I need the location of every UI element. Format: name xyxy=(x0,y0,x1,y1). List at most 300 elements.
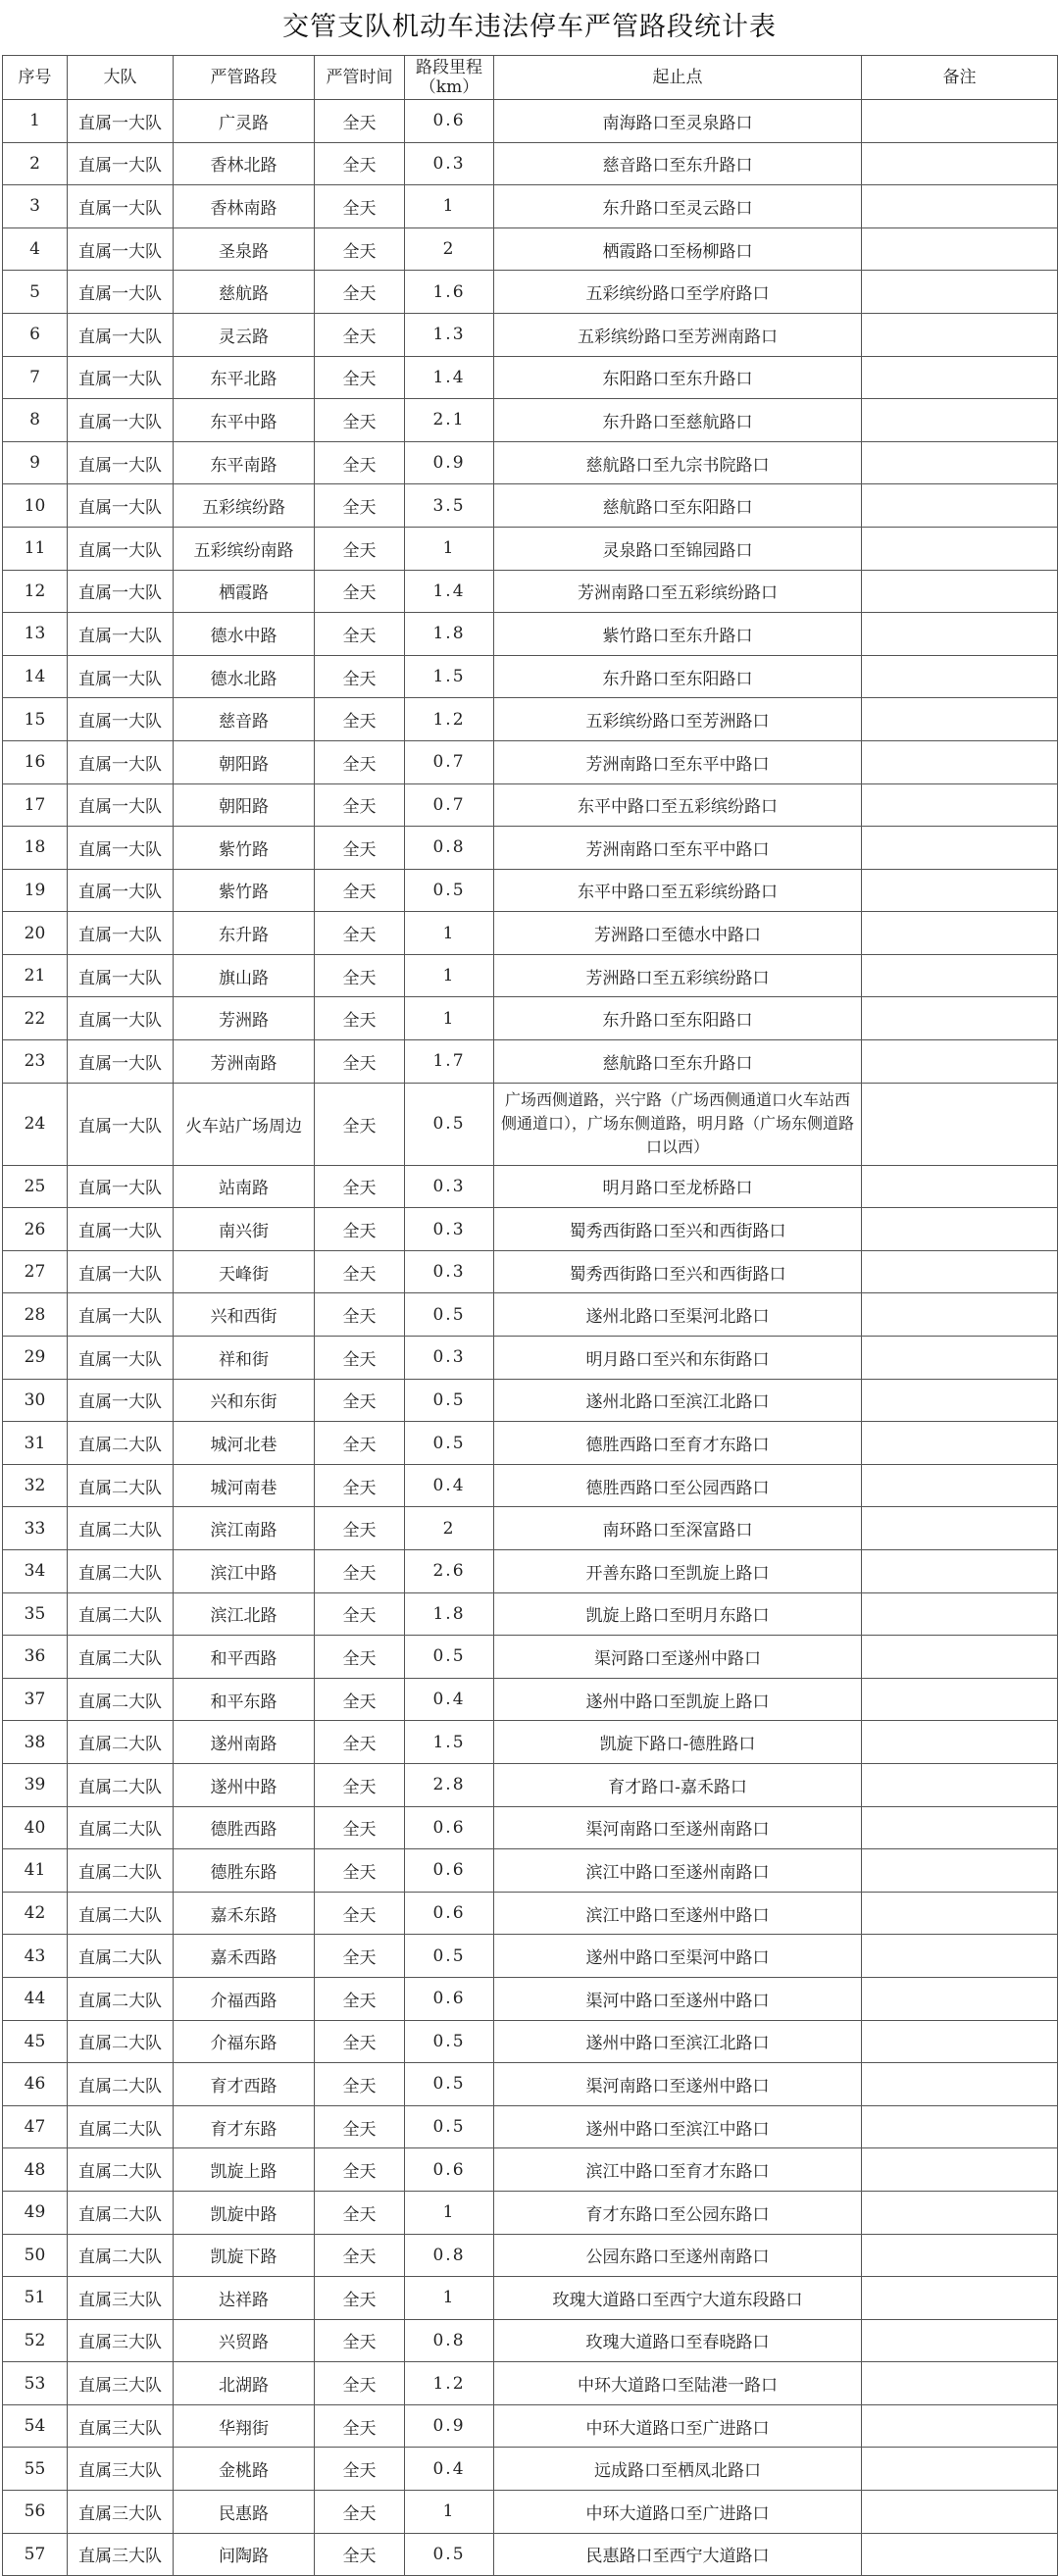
cell-brigade: 直属二大队 xyxy=(68,1422,174,1465)
cell-time: 全天 xyxy=(315,2148,405,2192)
cell-index: 21 xyxy=(3,954,68,997)
cell-time: 全天 xyxy=(315,2533,405,2576)
table-row xyxy=(3,1892,1058,1935)
cell-road: 城河北巷 xyxy=(174,1422,315,1465)
cell-length: 2 xyxy=(405,227,494,271)
cell-brigade: 直属二大队 xyxy=(68,1721,174,1764)
cell-brigade: 直属三大队 xyxy=(68,2448,174,2491)
cell-road: 滨江中路 xyxy=(174,1550,315,1593)
cell-time: 全天 xyxy=(315,2063,405,2106)
cell-section: 慈航路口至九宗书院路口 xyxy=(494,441,862,484)
cell-brigade: 直属一大队 xyxy=(68,100,174,143)
cell-remark xyxy=(862,185,1058,228)
cell-index: 18 xyxy=(3,827,68,870)
cell-section: 芳洲路口至五彩缤纷路口 xyxy=(494,954,862,997)
cell-road: 朝阳路 xyxy=(174,783,315,827)
table-row xyxy=(3,869,1058,912)
cell-remark xyxy=(862,570,1058,613)
cell-section: 东升路口至慈航路口 xyxy=(494,399,862,442)
cell-time: 全天 xyxy=(315,484,405,528)
cell-time: 全天 xyxy=(315,1763,405,1806)
cell-index: 11 xyxy=(3,527,68,570)
cell-section: 遂州中路口至滨江中路口 xyxy=(494,2105,862,2148)
cell-brigade: 直属一大队 xyxy=(68,271,174,314)
cell-length: 0.6 xyxy=(405,100,494,143)
cell-section: 蜀秀西街路口至兴和西街路口 xyxy=(494,1250,862,1293)
cell-road: 北湖路 xyxy=(174,2362,315,2405)
cell-length: 1 xyxy=(405,954,494,997)
table-row xyxy=(3,2063,1058,2106)
cell-road: 香林南路 xyxy=(174,185,315,228)
cell-brigade: 直属二大队 xyxy=(68,1763,174,1806)
cell-remark xyxy=(862,2234,1058,2277)
cell-time: 全天 xyxy=(315,2404,405,2448)
cell-road: 德水中路 xyxy=(174,613,315,656)
cell-brigade: 直属三大队 xyxy=(68,2277,174,2320)
cell-index: 41 xyxy=(3,1849,68,1893)
cell-time: 全天 xyxy=(315,2319,405,2362)
cell-length: 0.7 xyxy=(405,740,494,783)
table-row xyxy=(3,227,1058,271)
cell-length: 0.5 xyxy=(405,1422,494,1465)
cell-index: 57 xyxy=(3,2533,68,2576)
header-brigade: 大队 xyxy=(68,56,174,100)
cell-section: 东升路口至东阳路口 xyxy=(494,997,862,1040)
cell-index: 32 xyxy=(3,1464,68,1507)
cell-road: 朝阳路 xyxy=(174,740,315,783)
cell-section: 开善东路口至凯旋上路口 xyxy=(494,1550,862,1593)
table-row xyxy=(3,827,1058,870)
cell-time: 全天 xyxy=(315,2191,405,2234)
cell-road: 东平北路 xyxy=(174,356,315,399)
cell-time: 全天 xyxy=(315,570,405,613)
cell-remark xyxy=(862,613,1058,656)
cell-remark xyxy=(862,1849,1058,1893)
cell-brigade: 直属一大队 xyxy=(68,1337,174,1380)
cell-section: 德胜西路口至公园西路口 xyxy=(494,1464,862,1507)
cell-length: 0.5 xyxy=(405,1379,494,1422)
cell-length: 0.4 xyxy=(405,1678,494,1721)
cell-time: 全天 xyxy=(315,1550,405,1593)
cell-time: 全天 xyxy=(315,1250,405,1293)
cell-brigade: 直属一大队 xyxy=(68,1083,174,1165)
cell-index: 28 xyxy=(3,1293,68,1337)
table-row xyxy=(3,271,1058,314)
table-row xyxy=(3,783,1058,827)
cell-index: 7 xyxy=(3,356,68,399)
cell-index: 46 xyxy=(3,2063,68,2106)
cell-index: 5 xyxy=(3,271,68,314)
cell-remark xyxy=(862,2277,1058,2320)
cell-remark xyxy=(862,1293,1058,1337)
cell-time: 全天 xyxy=(315,1592,405,1636)
cell-length: 0.9 xyxy=(405,441,494,484)
cell-road: 旗山路 xyxy=(174,954,315,997)
cell-index: 8 xyxy=(3,399,68,442)
table-row xyxy=(3,484,1058,528)
cell-brigade: 直属二大队 xyxy=(68,2063,174,2106)
header-row xyxy=(3,56,1058,100)
cell-remark xyxy=(862,1464,1058,1507)
cell-section: 栖霞路口至杨柳路口 xyxy=(494,227,862,271)
cell-index: 24 xyxy=(3,1083,68,1165)
cell-time: 全天 xyxy=(315,827,405,870)
cell-length: 0.8 xyxy=(405,827,494,870)
header-road: 严管路段 xyxy=(174,56,315,100)
cell-remark xyxy=(862,2362,1058,2405)
cell-brigade: 直属一大队 xyxy=(68,997,174,1040)
cell-remark xyxy=(862,1337,1058,1380)
table-row xyxy=(3,399,1058,442)
cell-road: 德胜西路 xyxy=(174,1806,315,1849)
header-index: 序号 xyxy=(3,56,68,100)
table-row xyxy=(3,1592,1058,1636)
cell-section: 中环大道路口至广进路口 xyxy=(494,2491,862,2534)
cell-index: 48 xyxy=(3,2148,68,2192)
cell-index: 26 xyxy=(3,1208,68,1251)
cell-time: 全天 xyxy=(315,2234,405,2277)
cell-brigade: 直属一大队 xyxy=(68,827,174,870)
cell-remark xyxy=(862,1806,1058,1849)
cell-length: 1 xyxy=(405,997,494,1040)
cell-brigade: 直属一大队 xyxy=(68,441,174,484)
cell-road: 和平西路 xyxy=(174,1636,315,1679)
cell-length: 0.5 xyxy=(405,2020,494,2063)
cell-section: 五彩缤纷路口至学府路口 xyxy=(494,271,862,314)
cell-index: 14 xyxy=(3,655,68,698)
cell-remark xyxy=(862,1678,1058,1721)
cell-remark xyxy=(862,2448,1058,2491)
table-row xyxy=(3,954,1058,997)
cell-section: 东阳路口至东升路口 xyxy=(494,356,862,399)
cell-remark xyxy=(862,1379,1058,1422)
cell-road: 介福东路 xyxy=(174,2020,315,2063)
cell-index: 22 xyxy=(3,997,68,1040)
cell-section: 东升路口至灵云路口 xyxy=(494,185,862,228)
cell-brigade: 直属二大队 xyxy=(68,1849,174,1893)
cell-remark xyxy=(862,912,1058,955)
cell-index: 4 xyxy=(3,227,68,271)
cell-brigade: 直属一大队 xyxy=(68,655,174,698)
cell-length: 0.6 xyxy=(405,1892,494,1935)
cell-index: 23 xyxy=(3,1040,68,1084)
cell-road: 凯旋上路 xyxy=(174,2148,315,2192)
cell-time: 全天 xyxy=(315,1464,405,1507)
cell-length: 0.3 xyxy=(405,1208,494,1251)
cell-brigade: 直属二大队 xyxy=(68,1636,174,1679)
cell-brigade: 直属二大队 xyxy=(68,2020,174,2063)
cell-section: 凯旋下路口-德胜路口 xyxy=(494,1721,862,1764)
cell-remark xyxy=(862,1935,1058,1978)
cell-remark xyxy=(862,954,1058,997)
cell-time: 全天 xyxy=(315,399,405,442)
header-length: 路段里程（km） xyxy=(405,56,494,100)
cell-section: 渠河中路口至遂州中路口 xyxy=(494,1977,862,2020)
cell-time: 全天 xyxy=(315,613,405,656)
cell-road: 华翔街 xyxy=(174,2404,315,2448)
cell-length: 1.5 xyxy=(405,1721,494,1764)
table-row xyxy=(3,1208,1058,1251)
cell-remark xyxy=(862,1208,1058,1251)
cell-section: 中环大道路口至广进路口 xyxy=(494,2404,862,2448)
cell-brigade: 直属二大队 xyxy=(68,1550,174,1593)
cell-length: 0.5 xyxy=(405,1935,494,1978)
cell-road: 滨江北路 xyxy=(174,1592,315,1636)
table-row xyxy=(3,2105,1058,2148)
cell-road: 滨江南路 xyxy=(174,1507,315,1550)
cell-road: 凯旋下路 xyxy=(174,2234,315,2277)
cell-time: 全天 xyxy=(315,1208,405,1251)
cell-brigade: 直属一大队 xyxy=(68,1165,174,1208)
table-row xyxy=(3,2491,1058,2534)
cell-section: 紫竹路口至东升路口 xyxy=(494,613,862,656)
table-row xyxy=(3,441,1058,484)
cell-index: 47 xyxy=(3,2105,68,2148)
cell-length: 0.4 xyxy=(405,2448,494,2491)
cell-length: 0.6 xyxy=(405,1806,494,1849)
cell-index: 33 xyxy=(3,1507,68,1550)
table-row xyxy=(3,1507,1058,1550)
cell-index: 50 xyxy=(3,2234,68,2277)
cell-time: 全天 xyxy=(315,698,405,741)
cell-index: 45 xyxy=(3,2020,68,2063)
cell-road: 五彩缤纷南路 xyxy=(174,527,315,570)
cell-length: 1.5 xyxy=(405,655,494,698)
cell-road: 五彩缤纷路 xyxy=(174,484,315,528)
cell-brigade: 直属二大队 xyxy=(68,1977,174,2020)
cell-time: 全天 xyxy=(315,1892,405,1935)
cell-brigade: 直属二大队 xyxy=(68,1806,174,1849)
cell-brigade: 直属一大队 xyxy=(68,227,174,271)
cell-road: 栖霞路 xyxy=(174,570,315,613)
table-row xyxy=(3,1550,1058,1593)
table-row xyxy=(3,1250,1058,1293)
cell-time: 全天 xyxy=(315,142,405,185)
cell-brigade: 直属二大队 xyxy=(68,2191,174,2234)
cell-road: 育才东路 xyxy=(174,2105,315,2148)
cell-time: 全天 xyxy=(315,1636,405,1679)
cell-index: 6 xyxy=(3,313,68,356)
cell-time: 全天 xyxy=(315,441,405,484)
cell-road: 和平东路 xyxy=(174,1678,315,1721)
cell-index: 19 xyxy=(3,869,68,912)
cell-remark xyxy=(862,142,1058,185)
table-row xyxy=(3,142,1058,185)
cell-remark xyxy=(862,1250,1058,1293)
cell-road: 东升路 xyxy=(174,912,315,955)
cell-remark xyxy=(862,698,1058,741)
cell-time: 全天 xyxy=(315,2362,405,2405)
cell-section: 公园东路口至遂州南路口 xyxy=(494,2234,862,2277)
cell-brigade: 直属三大队 xyxy=(68,2319,174,2362)
road-table xyxy=(2,55,1058,2576)
cell-time: 全天 xyxy=(315,1977,405,2020)
cell-index: 56 xyxy=(3,2491,68,2534)
cell-time: 全天 xyxy=(315,2020,405,2063)
cell-brigade: 直属三大队 xyxy=(68,2404,174,2448)
cell-index: 44 xyxy=(3,1977,68,2020)
cell-time: 全天 xyxy=(315,869,405,912)
cell-road: 紫竹路 xyxy=(174,827,315,870)
cell-length: 0.3 xyxy=(405,1165,494,1208)
cell-road: 慈音路 xyxy=(174,698,315,741)
cell-section: 芳洲南路口至东平中路口 xyxy=(494,740,862,783)
cell-road: 广灵路 xyxy=(174,100,315,143)
table-row xyxy=(3,997,1058,1040)
cell-brigade: 直属一大队 xyxy=(68,399,174,442)
cell-length: 1.7 xyxy=(405,1040,494,1084)
cell-length: 2.8 xyxy=(405,1763,494,1806)
cell-section: 滨江中路口至育才东路口 xyxy=(494,2148,862,2192)
cell-road: 圣泉路 xyxy=(174,227,315,271)
cell-brigade: 直属一大队 xyxy=(68,570,174,613)
cell-section: 广场西侧道路，兴宁路（广场西侧通道口火车站西侧通道口），广场东侧道路，明月路（广场东侧道路口以西） xyxy=(494,1083,862,1165)
cell-section: 东平中路口至五彩缤纷路口 xyxy=(494,783,862,827)
cell-section: 芳洲南路口至五彩缤纷路口 xyxy=(494,570,862,613)
cell-brigade: 直属二大队 xyxy=(68,1678,174,1721)
cell-road: 金桃路 xyxy=(174,2448,315,2491)
table-row xyxy=(3,1293,1058,1337)
cell-length: 1 xyxy=(405,527,494,570)
cell-remark xyxy=(862,1083,1058,1165)
cell-road: 达祥路 xyxy=(174,2277,315,2320)
cell-remark xyxy=(862,2105,1058,2148)
cell-index: 29 xyxy=(3,1337,68,1380)
cell-section: 远成路口至栖凤北路口 xyxy=(494,2448,862,2491)
cell-index: 10 xyxy=(3,484,68,528)
cell-length: 2.6 xyxy=(405,1550,494,1593)
cell-remark xyxy=(862,869,1058,912)
cell-time: 全天 xyxy=(315,655,405,698)
cell-length: 1 xyxy=(405,2491,494,2534)
cell-index: 16 xyxy=(3,740,68,783)
cell-brigade: 直属一大队 xyxy=(68,1208,174,1251)
table-row xyxy=(3,2277,1058,2320)
cell-road: 凯旋中路 xyxy=(174,2191,315,2234)
cell-time: 全天 xyxy=(315,783,405,827)
cell-section: 遂州北路口至渠河北路口 xyxy=(494,1293,862,1337)
cell-remark xyxy=(862,313,1058,356)
table-row xyxy=(3,740,1058,783)
cell-brigade: 直属一大队 xyxy=(68,783,174,827)
table-row xyxy=(3,1083,1058,1165)
cell-section: 东升路口至东阳路口 xyxy=(494,655,862,698)
cell-section: 凯旋上路口至明月东路口 xyxy=(494,1592,862,1636)
table-body xyxy=(3,100,1058,2576)
table-row xyxy=(3,527,1058,570)
cell-index: 15 xyxy=(3,698,68,741)
cell-brigade: 直属一大队 xyxy=(68,1250,174,1293)
cell-length: 2.1 xyxy=(405,399,494,442)
cell-road: 嘉禾东路 xyxy=(174,1892,315,1935)
cell-brigade: 直属二大队 xyxy=(68,2105,174,2148)
cell-time: 全天 xyxy=(315,2105,405,2148)
cell-time: 全天 xyxy=(315,1165,405,1208)
table-row xyxy=(3,2404,1058,2448)
cell-length: 2 xyxy=(405,1507,494,1550)
table-row xyxy=(3,655,1058,698)
cell-brigade: 直属一大队 xyxy=(68,142,174,185)
cell-time: 全天 xyxy=(315,356,405,399)
cell-length: 0.5 xyxy=(405,1083,494,1165)
cell-index: 12 xyxy=(3,570,68,613)
table-row xyxy=(3,1165,1058,1208)
cell-length: 1 xyxy=(405,912,494,955)
cell-remark xyxy=(862,1165,1058,1208)
cell-index: 40 xyxy=(3,1806,68,1849)
cell-brigade: 直属三大队 xyxy=(68,2491,174,2534)
cell-road: 德胜东路 xyxy=(174,1849,315,1893)
cell-brigade: 直属二大队 xyxy=(68,1507,174,1550)
cell-section: 蜀秀西街路口至兴和西街路口 xyxy=(494,1208,862,1251)
table-row xyxy=(3,1464,1058,1507)
cell-remark xyxy=(862,1592,1058,1636)
cell-brigade: 直属二大队 xyxy=(68,1935,174,1978)
table-row xyxy=(3,2148,1058,2192)
cell-time: 全天 xyxy=(315,912,405,955)
cell-remark xyxy=(862,2191,1058,2234)
cell-section: 德胜西路口至育才东路口 xyxy=(494,1422,862,1465)
cell-section: 遂州北路口至滨江北路口 xyxy=(494,1379,862,1422)
cell-time: 全天 xyxy=(315,1849,405,1893)
table-row xyxy=(3,1422,1058,1465)
cell-section: 滨江中路口至遂州中路口 xyxy=(494,1892,862,1935)
cell-road: 灵云路 xyxy=(174,313,315,356)
cell-section: 芳洲路口至德水中路口 xyxy=(494,912,862,955)
table-row xyxy=(3,1337,1058,1380)
cell-remark xyxy=(862,1422,1058,1465)
cell-index: 54 xyxy=(3,2404,68,2448)
cell-brigade: 直属二大队 xyxy=(68,2234,174,2277)
cell-length: 1.4 xyxy=(405,570,494,613)
cell-road: 东平南路 xyxy=(174,441,315,484)
cell-index: 37 xyxy=(3,1678,68,1721)
cell-length: 1.4 xyxy=(405,356,494,399)
cell-remark xyxy=(862,1721,1058,1764)
cell-index: 31 xyxy=(3,1422,68,1465)
cell-time: 全天 xyxy=(315,2491,405,2534)
cell-section: 遂州中路口至滨江北路口 xyxy=(494,2020,862,2063)
cell-section: 玫瑰大道路口至春晓路口 xyxy=(494,2319,862,2362)
cell-index: 27 xyxy=(3,1250,68,1293)
table-row xyxy=(3,1678,1058,1721)
cell-index: 53 xyxy=(3,2362,68,2405)
cell-index: 2 xyxy=(3,142,68,185)
cell-brigade: 直属一大队 xyxy=(68,740,174,783)
cell-road: 芳洲路 xyxy=(174,997,315,1040)
cell-section: 芳洲南路口至东平中路口 xyxy=(494,827,862,870)
table-row xyxy=(3,613,1058,656)
table-row xyxy=(3,1849,1058,1893)
table-row xyxy=(3,2319,1058,2362)
cell-length: 0.5 xyxy=(405,2105,494,2148)
cell-brigade: 直属一大队 xyxy=(68,698,174,741)
cell-length: 0.6 xyxy=(405,2148,494,2192)
cell-time: 全天 xyxy=(315,185,405,228)
cell-road: 兴和西街 xyxy=(174,1293,315,1337)
cell-section: 慈音路口至东升路口 xyxy=(494,142,862,185)
cell-section: 遂州中路口至渠河中路口 xyxy=(494,1935,862,1978)
cell-brigade: 直属一大队 xyxy=(68,484,174,528)
cell-road: 问陶路 xyxy=(174,2533,315,2576)
cell-remark xyxy=(862,2319,1058,2362)
cell-brigade: 直属二大队 xyxy=(68,1464,174,1507)
table-row xyxy=(3,1379,1058,1422)
cell-section: 五彩缤纷路口至芳洲南路口 xyxy=(494,313,862,356)
cell-remark xyxy=(862,1892,1058,1935)
cell-section: 明月路口至兴和东街路口 xyxy=(494,1337,862,1380)
cell-length: 1 xyxy=(405,2191,494,2234)
